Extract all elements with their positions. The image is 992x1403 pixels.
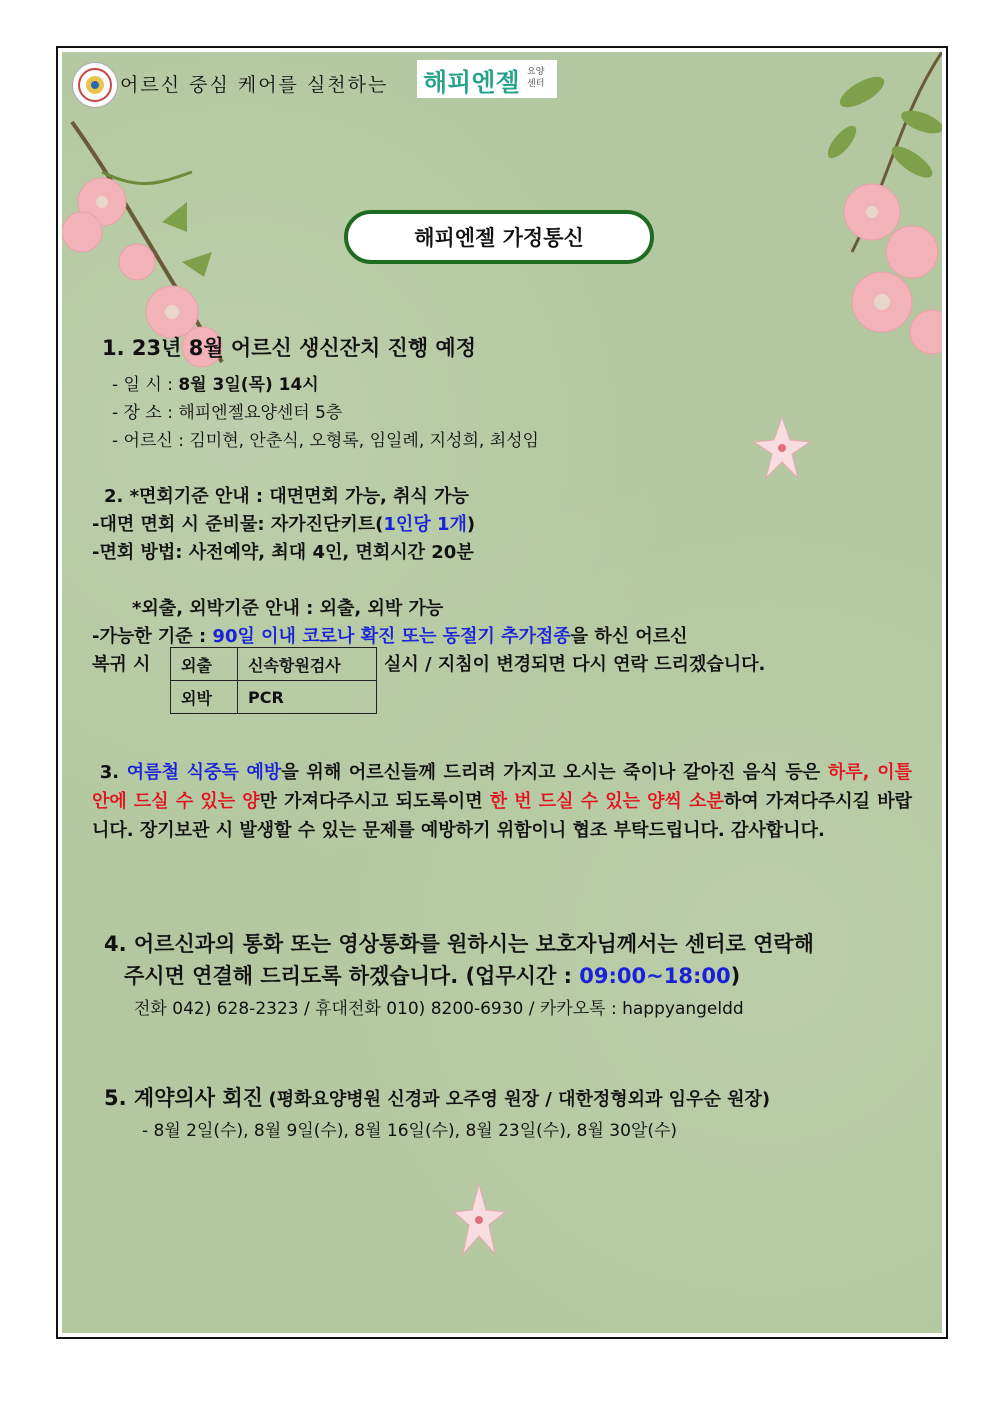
section2-prep: -대면 면회 시 준비물: 자가진단키트(1인당 1개) bbox=[92, 514, 476, 535]
section4-line1: 4. 어르신과의 통화 또는 영상통화를 원하시는 보호자님께서는 센터로 연락해 bbox=[104, 932, 814, 956]
section4-line2: 주시면 연결해 드리도록 하겠습니다. (업무시간 : 09:00~18:00) bbox=[124, 964, 741, 988]
newsletter-background bbox=[62, 52, 942, 1333]
header-slogan: 어르신 중심 케어를 실천하는 bbox=[120, 74, 389, 96]
flower-branch-right-icon bbox=[782, 52, 942, 382]
section5-dates: - 8월 2일(수), 8월 9일(수), 8월 16일(수), 8월 23일(수), 8월 30알(수) bbox=[142, 1121, 678, 1141]
brand-name: 해피엔젤 bbox=[423, 68, 520, 97]
petal-icon bbox=[452, 1182, 507, 1257]
outing-heading: *외출, 외박기준 안내 : 외출, 외박 가능 bbox=[132, 598, 444, 619]
return-suffix: 실시 / 지침이 변경되면 다시 연락 드리겠습니다. bbox=[384, 654, 766, 675]
visit-test-table bbox=[170, 647, 377, 714]
section3-paragraph: 3. 여름철 식중독 예방을 위해 어르신들께 드리려 가지고 오시는 죽이나 갈아진 음식 등은 하루, 이틀 안에 드실 수 있는 양만 가져다주시고 되도록이면 한 번 드실 수 있는 양씩 소분하여 가져다주시길 바랍니다. 장기보관 시 발생할 수 있는 문제를 예방하기 위함이니 협조 부탁드립니다. 감사합니다. bbox=[92, 762, 913, 841]
table-row bbox=[171, 648, 377, 681]
section5-heading: 5. 계약의사 회진 (평화요양병원 신경과 오주영 원장 / 대한정형외과 임우순 원장) bbox=[104, 1086, 771, 1110]
section1-seniors: - 어르신 : 김미현, 안춘식, 오형록, 임일례, 지성희, 최성임 bbox=[112, 431, 539, 451]
page-title: 해피엔젤 가정통신 bbox=[414, 226, 584, 250]
section2-method: -면회 방법: 사전예약, 최대 4인, 면회시간 20분 bbox=[92, 542, 474, 563]
table-cell-type: 외출 bbox=[171, 648, 238, 681]
organization-seal-icon bbox=[72, 62, 118, 108]
page-frame bbox=[56, 46, 948, 1339]
table-cell-test: PCR bbox=[238, 681, 377, 714]
section2-heading: 2. *면회기준 안내 : 대면면회 가능, 취식 가능 bbox=[104, 486, 469, 507]
brand-sub: 요양 센터 bbox=[527, 67, 545, 89]
table-cell-test: 신속항원검사 bbox=[238, 648, 377, 681]
return-prefix: 복귀 시 bbox=[92, 654, 151, 675]
petal-icon bbox=[752, 412, 812, 482]
title-box bbox=[344, 210, 654, 264]
section1-heading: 1. 23년 8월 어르신 생신잔치 진행 예정 bbox=[102, 336, 477, 360]
brand-logo bbox=[417, 60, 557, 98]
table-row bbox=[171, 681, 377, 714]
section4-contacts: 전화 042) 628-2323 / 휴대전화 010) 8200-6930 / 카카오톡 : happyangeldd bbox=[134, 999, 744, 1019]
outing-criteria: -가능한 기준 : 90일 이내 코로나 확진 또는 동절기 추가접종을 하신 어르신 bbox=[92, 626, 688, 647]
table-cell-type: 외박 bbox=[171, 681, 238, 714]
section1-place: - 장 소 : 해피엔젤요양센터 5층 bbox=[112, 403, 343, 423]
section1-date: - 일 시 : 8월 3일(목) 14시 bbox=[112, 375, 319, 395]
